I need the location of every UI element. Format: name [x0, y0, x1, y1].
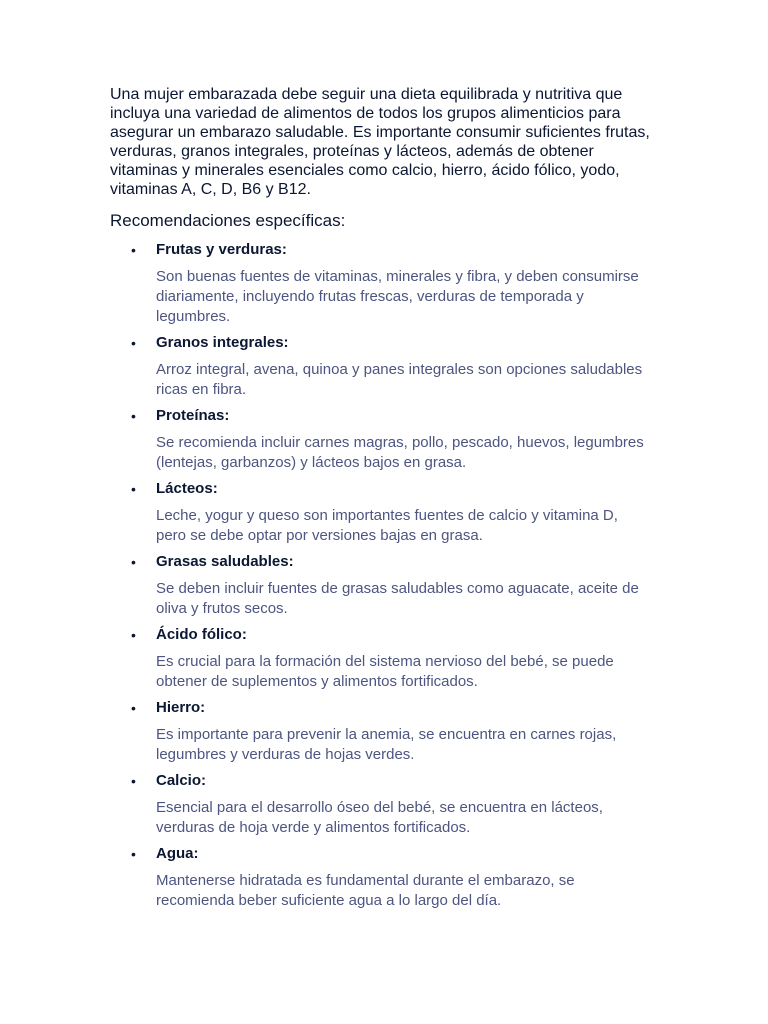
list-item — [110, 552, 650, 619]
recommendation-text: Mantenerse hidratada es fundamental durante el embarazo, se recomienda beber suficiente agua a lo largo del día. — [156, 872, 575, 909]
bullet-icon: • — [131, 627, 136, 643]
recommendation-text: Son buenas fuentes de vitaminas, minerales y fibra, y deben consumirse diariamente, incluyendo frutas frescas, verduras de temporada y legumbres. — [156, 268, 639, 325]
list-item — [110, 625, 650, 692]
list-item — [110, 698, 650, 765]
list-item — [110, 771, 650, 838]
recommendation-text: Se deben incluir fuentes de grasas saludables como aguacate, aceite de oliva y frutos secos. — [156, 580, 639, 617]
bullet-icon: • — [131, 481, 136, 497]
bullet-icon: • — [131, 408, 136, 424]
recommendation-title: Agua: — [156, 845, 199, 862]
list-item — [110, 844, 650, 911]
bullet-icon: • — [131, 773, 136, 789]
recommendation-title: Proteínas: — [156, 407, 230, 424]
recommendations-heading: Recomendaciones específicas: — [110, 211, 346, 230]
list-item — [110, 333, 650, 400]
recommendation-title: Frutas y verduras: — [156, 241, 287, 258]
bullet-icon: • — [131, 554, 136, 570]
recommendation-text: Es importante para prevenir la anemia, se encuentra en carnes rojas, legumbres y verduras de hojas verdes. — [156, 726, 617, 763]
recommendation-text: Esencial para el desarrollo óseo del bebé, se encuentra en lácteos, verduras de hoja verde y alimentos fortificados. — [156, 799, 603, 836]
recommendation-text: Es crucial para la formación del sistema nervioso del bebé, se puede obtener de suplementos y alimentos fortificados. — [156, 653, 614, 690]
recommendation-title: Hierro: — [156, 699, 206, 716]
recommendation-title: Calcio: — [156, 772, 207, 789]
document-body — [110, 85, 650, 917]
bullet-icon: • — [131, 335, 136, 351]
list-item — [110, 479, 650, 546]
recommendation-title: Grasas saludables: — [156, 553, 294, 570]
bullet-icon: • — [131, 700, 136, 716]
recommendation-title: Lácteos: — [156, 480, 218, 497]
bullet-icon: • — [131, 242, 136, 258]
recommendation-text: Se recomienda incluir carnes magras, pollo, pescado, huevos, legumbres (lentejas, garbanzos) y lácteos bajos en grasa. — [156, 434, 644, 471]
recommendation-text: Arroz integral, avena, quinoa y panes integrales son opciones saludables ricas en fibra. — [156, 361, 643, 398]
bullet-icon: • — [131, 846, 136, 862]
intro-paragraph: Una mujer embarazada debe seguir una dieta equilibrada y nutritiva que incluya una variedad de alimentos de todos los grupos alimenticios para asegurar un embarazo saludable. Es importante consumir suficientes frutas, verduras, granos integrales, proteínas y lácteos, además de obtener vitaminas y minerales esenciales como calcio, hierro, ácido fólico, yodo, vitaminas A, C, D, B6 y B12. — [110, 86, 650, 198]
recommendations-list — [110, 240, 650, 911]
recommendation-text: Leche, yogur y queso son importantes fuentes de calcio y vitamina D, pero se debe optar por versiones bajas en grasa. — [156, 507, 618, 544]
list-item — [110, 240, 650, 327]
recommendation-title: Granos integrales: — [156, 334, 289, 351]
list-item — [110, 406, 650, 473]
recommendation-title: Ácido fólico: — [156, 626, 247, 643]
